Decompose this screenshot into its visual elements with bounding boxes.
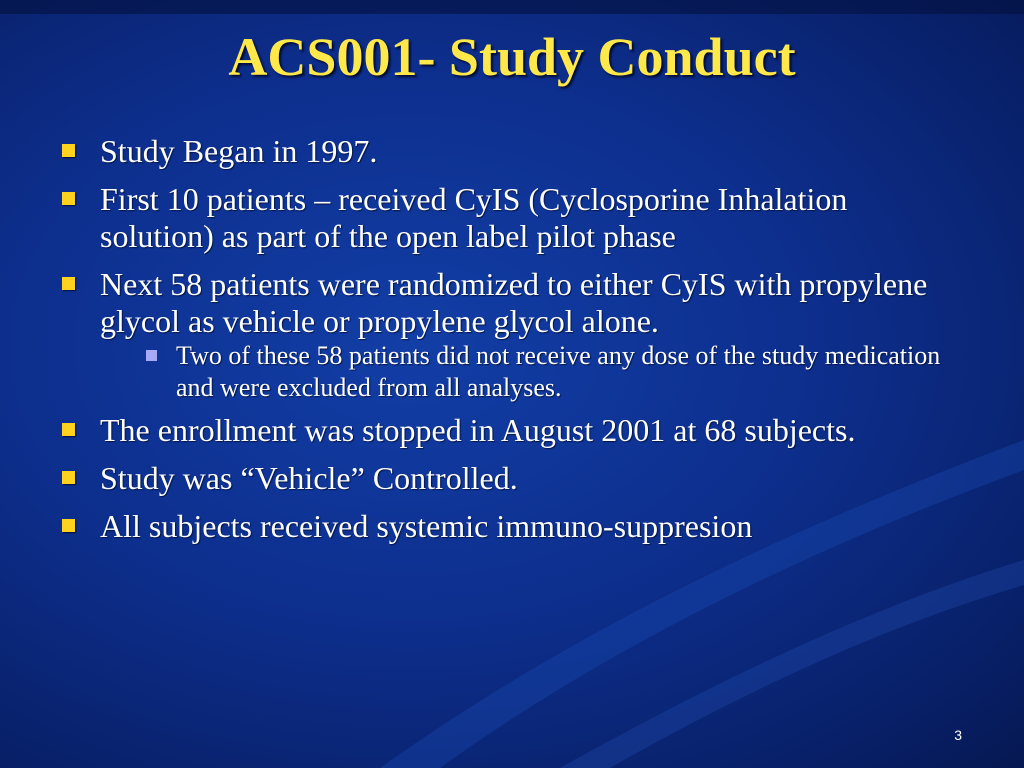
bullet-item [62,266,962,340]
square-bullet-icon [62,423,75,436]
bullet-list [62,133,962,556]
square-bullet-icon [62,471,75,484]
bullet-item [62,508,962,545]
sub-bullet-text: Two of these 58 patients did not receive any dose of the study medication and were excluded from all analyses. [176,341,941,402]
square-bullet-icon [62,192,75,205]
bullet-text: The enrollment was stopped in August 2001 at 68 subjects. [100,412,856,448]
sub-bullet-item [146,340,962,404]
page-number: 3 [954,727,962,743]
slide-title: ACS001- Study Conduct [228,27,796,87]
bullet-item [62,412,962,449]
square-bullet-icon [62,277,75,290]
bullet-item [62,460,962,497]
bullet-item [62,181,962,255]
bullet-text: Study was “Vehicle” Controlled. [100,460,518,496]
square-bullet-icon [62,144,75,157]
bullet-text: All subjects received systemic immuno-suppresion [100,508,753,544]
bullet-text: First 10 patients – received CyIS (Cyclosporine Inhalation solution) as part of the open label pilot phase [100,181,848,254]
square-bullet-icon [62,519,75,532]
square-sub-bullet-icon [146,350,157,361]
bullet-text: Next 58 patients were randomized to either CyIS with propylene glycol as vehicle or propylene glycol alone. [100,266,928,339]
bullet-text: Study Began in 1997. [100,133,378,169]
bullet-item [62,133,962,170]
